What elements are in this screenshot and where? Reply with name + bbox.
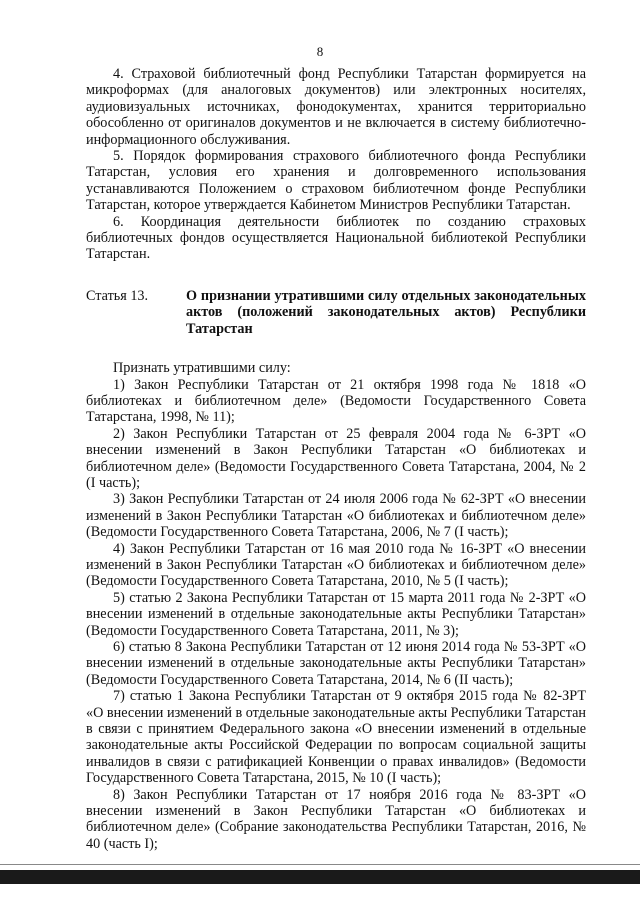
paragraph-4: 4. Страховой библиотечный фонд Республики Татарстан формируется на микроформах (для аналоговых документов) или электронных носителях, аудиовизуальных источниках, фонодокументах, хранится территориально обособленно от оригиналов документов и не включается в систему библиотечно-информационного обслуживания. [86, 66, 586, 148]
page-number: 8 [316, 44, 324, 59]
repeal-item-6: 6) статью 8 Закона Республики Татарстан от 12 июня 2014 года № 53-ЗРТ «О внесении изменений в отдельные законодательные акты Республики Татарстан» (Ведомости Государственного Совета Татарстана, 2014, № 6 (II часть); [86, 639, 586, 688]
article-label: Статья 13. [86, 287, 149, 304]
repeal-item-1: 1) Закон Республики Татарстан от 21 октября 1998 года № 1818 «О библиотеках и библиотечном деле» (Ведомости Государственного Совета Татарстана, 1998, № 11); [86, 376, 586, 426]
repeal-item-7: 7) статью 1 Закона Республики Татарстан от 9 октября 2015 года № 82-ЗРТ «О внесении изменений в отдельные законодательные акты Республики Татарстан в связи с принятием Федерального закона «О внесении изменений в отдельные законодательные акты Российской Федерации по вопросам социальной защиты инвалидов в связи с ратификацией Конвенции о правах инвалидов» (Ведомости Государственного Совета Татарстана, 2015, № 10 (I часть); [86, 688, 586, 787]
scan-edge-line [0, 864, 640, 865]
paragraph-6: 6. Координация деятельности библиотек по созданию страховых библиотечных фондов осуществляется Национальной библиотекой Республики Татарстан. [86, 213, 586, 263]
repeal-item-3: 3) Закон Республики Татарстан от 24 июля 2006 года № 62-ЗРТ «О внесении изменений в Закон Республики Татарстан «О библиотеках и библиотечном деле» (Ведомости Государственного Совета Татарстана, 2006, № 7 (I часть); [86, 491, 586, 541]
article-heading [86, 288, 586, 337]
repeal-intro: Признать утратившими силу: [113, 360, 291, 377]
repeal-item-2: 2) Закон Республики Татарстан от 25 февраля 2004 года № 6-ЗРТ «О внесении изменений в Закон Республики Татарстан «О библиотеках и библиотечном деле» (Ведомости Государственного Совета Татарстана, 2004, № 2 (I часть); [86, 425, 586, 491]
repeal-item-5: 5) статью 2 Закона Республики Татарстан от 15 марта 2011 года № 2-ЗРТ «О внесении изменений в отдельные законодательные акты Республики Татарстан» (Ведомости Государственного Совета Татарстана, 2011, № 3); [86, 589, 586, 639]
document-body [86, 66, 586, 852]
repeal-item-8: 8) Закон Республики Татарстан от 17 ноября 2016 года № 83-ЗРТ «О внесении изменений в Закон Республики Татарстан «О библиотеках и библиотечном деле» (Собрание законодательства Республики Татарстан, 2016, № 40 (часть I); [86, 786, 586, 852]
article-title: О признании утратившими силу отдельных законодательных актов (положений законодательных актов) Республики Татарстан [186, 287, 586, 337]
paragraph-5: 5. Порядок формирования страхового библиотечного фонда Республики Татарстан, условия его хранения и долговременного использования устанавливаются Положением о страховом библиотечном фонде Республики Татарстан, которое утверждается Кабинетом Министров Республики Татарстан. [86, 148, 586, 214]
scan-bottom-edge [0, 870, 640, 884]
repeal-item-4: 4) Закон Республики Татарстан от 16 мая 2010 года № 16-ЗРТ «О внесении изменений в Закон Республики Татарстан «О библиотеках и библиотечном деле» (Ведомости Государственного Совета Татарстана, 2010, № 5 (I часть); [86, 540, 586, 590]
